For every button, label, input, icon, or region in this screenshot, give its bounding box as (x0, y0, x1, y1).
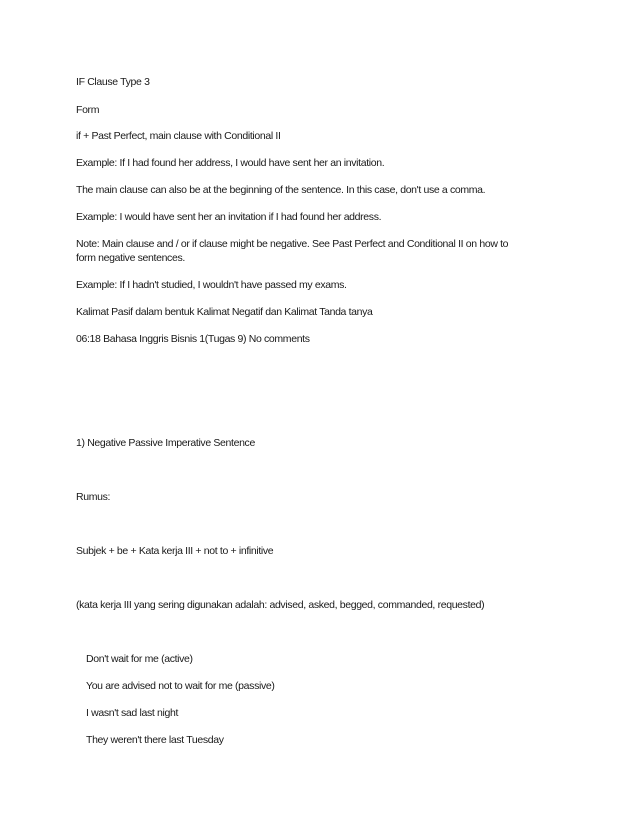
example-sad: I wasn't sad last night (86, 707, 179, 719)
example-passive: You are advised not to wait for me (passive) (86, 680, 275, 692)
negative-note-line-2: form negative sentences. (76, 252, 185, 264)
form-label: Form (76, 104, 100, 116)
negative-note-line-1: Note: Main clause and / or if clause might be negative. See Past Perfect and Conditional II on how to (76, 238, 509, 250)
passive-title: Kalimat Pasif dalam bentuk Kalimat Negatif dan Kalimat Tanda tanya (76, 306, 373, 318)
rumus-label: Rumus: (76, 491, 111, 503)
example-tuesday: They weren't there last Tuesday (86, 734, 224, 746)
example-active: Don't wait for me (active) (86, 653, 193, 665)
heading-if-clause-type-3: IF Clause Type 3 (76, 76, 150, 88)
form-rule: if + Past Perfect, main clause with Conditional II (76, 130, 281, 142)
rumus-formula: Subjek + be + Kata kerja III + not to + infinitive (76, 545, 274, 557)
example-2: Example: I would have sent her an invitation if I had found her address. (76, 211, 382, 223)
post-meta: 06:18 Bahasa Inggris Bisnis 1(Tugas 9) No comments (76, 333, 310, 345)
verb-list-note: (kata kerja III yang sering digunakan adalah: advised, asked, begged, commanded, requested) (76, 599, 485, 611)
example-1: Example: If I had found her address, I would have sent her an invitation. (76, 157, 385, 169)
main-clause-note: The main clause can also be at the beginning of the sentence. In this case, don't use a comma. (76, 184, 486, 196)
section-negative-passive-imperative: 1) Negative Passive Imperative Sentence (76, 437, 255, 449)
example-3: Example: If I hadn't studied, I wouldn't have passed my exams. (76, 279, 347, 291)
